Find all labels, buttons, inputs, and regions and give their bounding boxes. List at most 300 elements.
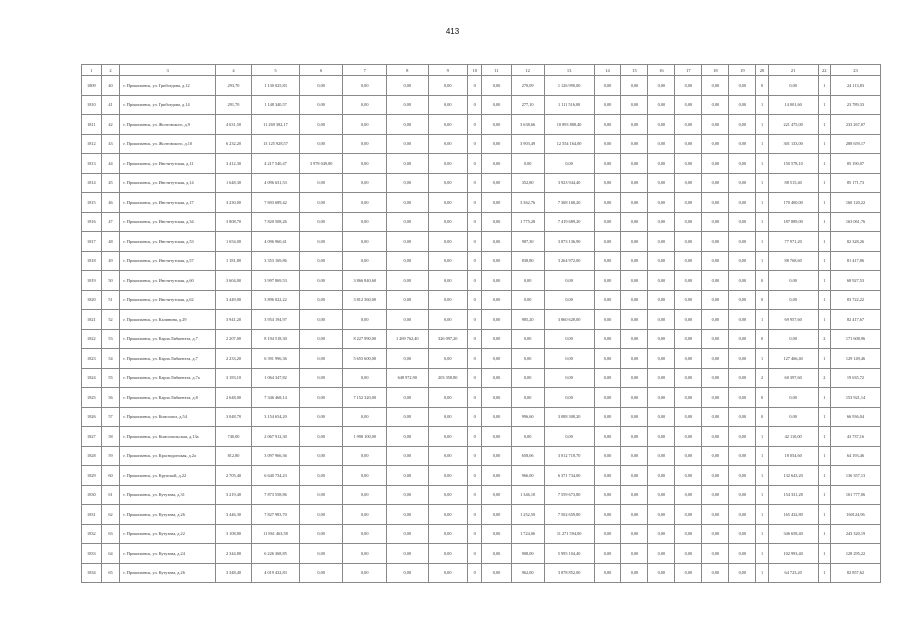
address-cell: г. Прокопьевск, ул. Жолтовского, д.10 [120, 134, 215, 154]
table-cell: 88 515,40 [768, 173, 818, 193]
address-cell: г. Прокопьевск, ул. Институтская, д.11 [120, 154, 215, 174]
table-cell: 1 648,30 [215, 173, 251, 193]
table-cell: 0,00 [387, 485, 429, 505]
table-cell: 0,00 [343, 212, 387, 232]
table-cell: 0,00 [482, 115, 511, 135]
table-cell: 0,00 [511, 349, 544, 369]
table-cell: 1822 [82, 329, 102, 349]
table-cell: 0,00 [299, 505, 343, 525]
table-cell: 187 889,00 [768, 212, 818, 232]
table-cell: 277,10 [511, 95, 544, 115]
table-cell: 0,00 [343, 563, 387, 583]
table-cell: 23 789,33 [830, 95, 880, 115]
table-cell: 0 [467, 388, 482, 408]
table-cell: 1 346,10 [511, 485, 544, 505]
table-cell: 2 [818, 368, 830, 388]
table-cell: 0,00 [299, 349, 343, 369]
table-cell: 0,00 [428, 251, 467, 271]
table-cell: 0,00 [343, 368, 387, 388]
table-cell: 0,00 [511, 271, 544, 291]
table-cell: 0,00 [621, 95, 648, 115]
table-cell: 0 [467, 115, 482, 135]
table-row [82, 446, 881, 466]
table-cell: 0,00 [729, 485, 756, 505]
table-cell: 908,00 [511, 544, 544, 564]
table-cell: 291,70 [215, 95, 251, 115]
table-cell: 0,00 [702, 193, 729, 213]
table-cell: 0,00 [387, 251, 429, 271]
table-cell: 0,00 [702, 115, 729, 135]
table-cell: 0,00 [675, 544, 702, 564]
table-cell: 0,00 [729, 368, 756, 388]
table-row [82, 349, 881, 369]
table-cell: 1 [818, 466, 830, 486]
table-cell: 0,00 [648, 193, 675, 213]
table-cell: 1823 [82, 349, 102, 369]
table-cell: 1819 [82, 271, 102, 291]
table-cell: 1 [818, 95, 830, 115]
table-cell: 0,00 [299, 485, 343, 505]
table-cell: 985,20 [511, 310, 544, 330]
table-cell: 49 [101, 251, 120, 271]
table-cell: 0,00 [729, 95, 756, 115]
table-cell: 0,00 [675, 388, 702, 408]
table-cell: 62 [101, 505, 120, 525]
table-cell: 0,00 [387, 563, 429, 583]
table-cell: 0,00 [343, 173, 387, 193]
table-row [82, 232, 881, 252]
table-cell: 0,00 [648, 446, 675, 466]
table-cell: 160124,96 [830, 505, 880, 525]
table-cell: 82 857,62 [830, 563, 880, 583]
table-cell: 64 723,20 [768, 563, 818, 583]
table-cell: 0,00 [729, 232, 756, 252]
table-cell: 1 [818, 446, 830, 466]
table-cell: 1 126 990,00 [544, 76, 594, 96]
table-cell: 3 154 654,20 [252, 407, 300, 427]
table-cell: 2 705,40 [215, 466, 251, 486]
table-cell: 7 419 689,20 [544, 212, 594, 232]
table-cell: 0,00 [482, 193, 511, 213]
table-cell: 3 219,40 [215, 485, 251, 505]
table-cell: 7 152 320,00 [343, 388, 387, 408]
table-cell: 0,00 [729, 271, 756, 291]
table-cell: 0,00 [387, 173, 429, 193]
table-cell: 987,30 [511, 232, 544, 252]
table-cell: 0,00 [428, 193, 467, 213]
table-cell: 7 873 558,86 [252, 485, 300, 505]
table-cell: 0,00 [299, 368, 343, 388]
table-cell: 0 [467, 485, 482, 505]
table-cell: 0 [467, 544, 482, 564]
table-cell: 58 [101, 427, 120, 447]
table-cell: 1 [818, 427, 830, 447]
table-cell: 3 941,20 [215, 310, 251, 330]
table-row [82, 544, 881, 564]
table-cell: 812,80 [215, 446, 251, 466]
table-cell: 0,00 [648, 310, 675, 330]
table-cell: 0,00 [299, 407, 343, 427]
table-cell: 0,00 [299, 427, 343, 447]
table-cell: 0,00 [387, 446, 429, 466]
table-cell: 1818 [82, 251, 102, 271]
table-cell: 0,00 [648, 95, 675, 115]
table-cell: 0 [467, 407, 482, 427]
table-cell: 0,00 [428, 388, 467, 408]
table-cell: 0 [467, 134, 482, 154]
table-cell: 0,00 [648, 251, 675, 271]
table-cell: 0,00 [621, 115, 648, 135]
table-cell: 0,00 [729, 349, 756, 369]
table-cell: 1 [756, 95, 768, 115]
table-cell: 0,00 [702, 427, 729, 447]
table-cell: 0,00 [343, 446, 387, 466]
table-cell: 0,00 [768, 388, 818, 408]
table-cell: 0,00 [675, 310, 702, 330]
table-cell: 1 [756, 485, 768, 505]
table-cell: 64 [101, 544, 120, 564]
table-cell: 0,00 [299, 271, 343, 291]
table-cell: 0,00 [675, 154, 702, 174]
table-cell: 8 227 990,00 [343, 329, 387, 349]
table-cell: 0,00 [594, 76, 621, 96]
table-cell: 1 111 516,00 [544, 95, 594, 115]
table-cell: 0,00 [343, 232, 387, 252]
address-cell: г. Прокопьевск, ул. Кутузова, д.24 [120, 544, 215, 564]
table-cell: 153 921,14 [830, 388, 880, 408]
table-cell: 0 [756, 271, 768, 291]
table-cell: 0,00 [299, 232, 343, 252]
table-cell: 0 [467, 349, 482, 369]
table-cell: 1834 [82, 563, 102, 583]
table-cell: 14 001,60 [768, 95, 818, 115]
table-row [82, 505, 881, 525]
table-cell: 3 012 718,70 [544, 446, 594, 466]
table-cell: 85 171,73 [830, 173, 880, 193]
table-cell: 0,00 [387, 407, 429, 427]
table-cell: 0,00 [594, 329, 621, 349]
table-cell: 0,00 [343, 115, 387, 135]
table-cell: 0,00 [729, 505, 756, 525]
table-cell: 50 [101, 271, 120, 291]
table-cell: 163 061,76 [830, 212, 880, 232]
table-cell: 0,00 [387, 310, 429, 330]
table-cell: 4 217 540,47 [252, 154, 300, 174]
table-cell: 154 331,28 [768, 485, 818, 505]
table-cell: 82 417,67 [830, 310, 880, 330]
table-cell: 1828 [82, 446, 102, 466]
table-row [82, 212, 881, 232]
table-cell: 0,00 [621, 446, 648, 466]
column-number: 22 [818, 65, 830, 76]
table-cell: 0,00 [729, 427, 756, 447]
table-cell: 0,00 [594, 134, 621, 154]
table-cell: 3 812 360,00 [343, 290, 387, 310]
table-cell: 3 088 308,20 [544, 407, 594, 427]
table-cell: 54 [101, 349, 120, 369]
table-row [82, 368, 881, 388]
table-cell: 221 475,00 [768, 115, 818, 135]
table-cell: 0,00 [648, 173, 675, 193]
table-cell: 0,00 [511, 154, 544, 174]
table-cell: 270,09 [511, 76, 544, 96]
table-row [82, 154, 881, 174]
table-cell: 0,00 [299, 290, 343, 310]
table-cell: 0,00 [387, 466, 429, 486]
table-cell: 3 873 136,90 [544, 232, 594, 252]
table-cell: 0,00 [729, 134, 756, 154]
table-cell: 0,00 [428, 427, 467, 447]
table-cell: 288 659,17 [830, 134, 880, 154]
table-cell: 0,00 [702, 544, 729, 564]
table-cell: 1 654,00 [215, 232, 251, 252]
table-cell: 0,00 [648, 524, 675, 544]
table-cell: 2 233,20 [215, 349, 251, 369]
table-cell: 0,00 [428, 524, 467, 544]
table-cell: 0,00 [729, 563, 756, 583]
address-cell: г. Прокопьевск, ул. Институтская, д.34 [120, 212, 215, 232]
column-number: 10 [467, 65, 482, 76]
table-cell: 0,00 [428, 115, 467, 135]
table-cell: 0,00 [428, 173, 467, 193]
table-cell: 0,00 [702, 173, 729, 193]
table-cell: 0,00 [729, 329, 756, 349]
column-number: 15 [621, 65, 648, 76]
table-cell: 1 [818, 76, 830, 96]
table-cell: 41 [101, 95, 120, 115]
table-cell: 0,00 [428, 271, 467, 291]
table-cell: 1 [818, 251, 830, 271]
table-cell: 3 348,40 [215, 563, 251, 583]
table-cell: 0,00 [428, 563, 467, 583]
table-cell: 0,00 [675, 446, 702, 466]
table-cell: 0,00 [594, 115, 621, 135]
table-cell: 0,00 [675, 368, 702, 388]
table-cell: 55 [101, 368, 120, 388]
table-cell: 0,00 [702, 134, 729, 154]
table-cell: 0,00 [648, 154, 675, 174]
table-cell: 0,00 [729, 212, 756, 232]
table-cell: 0,00 [299, 563, 343, 583]
table-cell: 962,00 [511, 563, 544, 583]
table-cell: 0,00 [702, 271, 729, 291]
table-cell: 1 [818, 212, 830, 232]
table-cell: 1809 [82, 76, 102, 96]
address-cell: г. Прокопьевск, ул. Карла Либкнехта, д.8 [120, 388, 215, 408]
table-cell: 346 658,40 [768, 524, 818, 544]
table-cell: 6 232,20 [215, 134, 251, 154]
table-cell: 1831 [82, 505, 102, 525]
register-table [81, 64, 881, 583]
table-cell: 0,00 [299, 95, 343, 115]
table-cell: 0,00 [544, 290, 594, 310]
table-cell: 0,00 [428, 349, 467, 369]
table-cell: 0 [467, 212, 482, 232]
table-cell: 1 [756, 349, 768, 369]
table-cell: 43 [101, 134, 120, 154]
table-cell: 0,00 [648, 563, 675, 583]
table-cell: 0 [467, 563, 482, 583]
table-cell: 19 635,72 [830, 368, 880, 388]
table-cell: 6 226 368,85 [252, 544, 300, 564]
table-row [82, 407, 881, 427]
table-cell: 0,00 [621, 232, 648, 252]
table-cell: 0,00 [675, 251, 702, 271]
table-cell: 0,00 [729, 193, 756, 213]
table-cell: 1 [756, 524, 768, 544]
table-cell: 1824 [82, 368, 102, 388]
table-cell: 0,00 [387, 505, 429, 525]
table-cell: 0,00 [675, 76, 702, 96]
table-cell: 8 194 518,30 [252, 329, 300, 349]
table-cell: 0,00 [482, 212, 511, 232]
table-cell: 0,00 [482, 349, 511, 369]
table-cell: 127 466,40 [768, 349, 818, 369]
table-row [82, 466, 881, 486]
table-cell: 3 860 628,00 [544, 310, 594, 330]
table-cell: 0,00 [299, 310, 343, 330]
table-cell: 0,00 [729, 446, 756, 466]
address-cell: г. Прокопьевск, ул. Краснодонская, д.2а [120, 446, 215, 466]
table-cell: 0 [467, 95, 482, 115]
column-number: 17 [675, 65, 702, 76]
table-cell: 0,00 [648, 76, 675, 96]
table-cell: 0,00 [544, 368, 594, 388]
table-cell: 0,00 [702, 212, 729, 232]
table-cell: 0,00 [648, 115, 675, 135]
table-cell: 3 878 852,00 [544, 563, 594, 583]
table-cell: 1812 [82, 134, 102, 154]
table-cell: 0,00 [544, 154, 594, 174]
table-cell: 0,00 [343, 310, 387, 330]
table-cell: 0,00 [675, 485, 702, 505]
table-cell: 0,00 [387, 290, 429, 310]
table-cell: 1826 [82, 407, 102, 427]
table-cell: 6 391 996,36 [252, 349, 300, 369]
table-cell: 0 [756, 290, 768, 310]
table-cell: 0,00 [594, 95, 621, 115]
table-cell: 3 923 944,40 [544, 173, 594, 193]
table-cell: 0,00 [544, 427, 594, 447]
table-cell: 0,00 [428, 95, 467, 115]
table-cell: 0,00 [594, 524, 621, 544]
table-cell: 0,00 [729, 407, 756, 427]
table-cell: 0,00 [621, 134, 648, 154]
table-cell: 64 193,46 [830, 446, 880, 466]
table-cell: 0,00 [648, 407, 675, 427]
table-cell: 1 [756, 154, 768, 174]
table-cell: 0,00 [594, 232, 621, 252]
table-cell: 1 [818, 154, 830, 174]
table-cell: 40 [101, 76, 120, 96]
table-cell: 1 [756, 212, 768, 232]
table-cell: 0,00 [702, 251, 729, 271]
table-row [82, 427, 881, 447]
table-cell: 1830 [82, 485, 102, 505]
table-cell: 68 927,53 [830, 271, 880, 291]
column-number: 21 [768, 65, 818, 76]
table-cell: 0,00 [428, 212, 467, 232]
table-cell: 0,00 [343, 524, 387, 544]
table-cell: 0,00 [594, 251, 621, 271]
table-cell: 1 [818, 563, 830, 583]
table-cell: 13 125 928,57 [252, 134, 300, 154]
table-cell: 4 631,50 [215, 115, 251, 135]
column-number: 3 [120, 65, 215, 76]
table-cell: 0,00 [675, 466, 702, 486]
table-cell: 1832 [82, 524, 102, 544]
table-cell: 0,00 [621, 173, 648, 193]
table-cell: 0,00 [387, 524, 429, 544]
column-number: 14 [594, 65, 621, 76]
table-cell: 0,00 [511, 290, 544, 310]
table-cell: 0,00 [387, 193, 429, 213]
table-cell: 1 [818, 310, 830, 330]
table-cell: 1 [818, 290, 830, 310]
table-cell: 0,00 [482, 505, 511, 525]
table-cell: 0,00 [648, 466, 675, 486]
address-cell: г. Прокопьевск, ул. Калинина, д.29 [120, 310, 215, 330]
table-cell: 0,00 [675, 524, 702, 544]
table-cell: 1 [756, 134, 768, 154]
table-cell: 0,00 [702, 485, 729, 505]
table-row [82, 95, 881, 115]
table-cell: 1815 [82, 193, 102, 213]
table-cell: 57 [101, 407, 120, 427]
table-cell: 326 097,20 [428, 329, 467, 349]
table-cell: 24 113,83 [830, 76, 880, 96]
table-cell: 1 252,50 [511, 505, 544, 525]
table-cell: 1 [756, 310, 768, 330]
table-cell: 42 110,00 [768, 427, 818, 447]
address-cell: г. Прокопьевск, ул. Комсомольская, д.13а [120, 427, 215, 447]
table-cell: 7 559 673,80 [544, 485, 594, 505]
table-cell: 1821 [82, 310, 102, 330]
table-cell: 2 207,00 [215, 329, 251, 349]
table-cell: 5 655 600,00 [343, 349, 387, 369]
table-cell: 0,00 [428, 290, 467, 310]
table-cell: 0,00 [511, 427, 544, 447]
table-cell: 0 [467, 427, 482, 447]
column-number: 6 [299, 65, 343, 76]
table-cell: 150 578,10 [768, 154, 818, 174]
table-cell: 0,00 [702, 505, 729, 525]
table-cell: 301 133,00 [768, 134, 818, 154]
table-cell: 1 [818, 349, 830, 369]
table-cell: 0,00 [675, 349, 702, 369]
table-row [82, 563, 881, 583]
table-cell: 966,00 [511, 466, 544, 486]
table-cell: 3 230,00 [215, 193, 251, 213]
table-cell: 0,00 [621, 212, 648, 232]
column-number: 19 [729, 65, 756, 76]
table-row [82, 115, 881, 135]
table-cell: 0,00 [702, 154, 729, 174]
table-cell: 11 269 382,17 [252, 115, 300, 135]
table-cell: 0,00 [387, 349, 429, 369]
table-cell: 1 [756, 115, 768, 135]
table-cell: 0,00 [594, 193, 621, 213]
table-cell: 0,00 [621, 505, 648, 525]
table-cell: 1 [756, 505, 768, 525]
table-cell: 0 [467, 154, 482, 174]
page-number: 413 [445, 27, 460, 36]
table-cell: 0,00 [702, 232, 729, 252]
table-cell: 352,80 [511, 173, 544, 193]
table-cell: 3 604,00 [215, 271, 251, 291]
table-cell: 1811 [82, 115, 102, 135]
table-cell: 0,00 [621, 524, 648, 544]
